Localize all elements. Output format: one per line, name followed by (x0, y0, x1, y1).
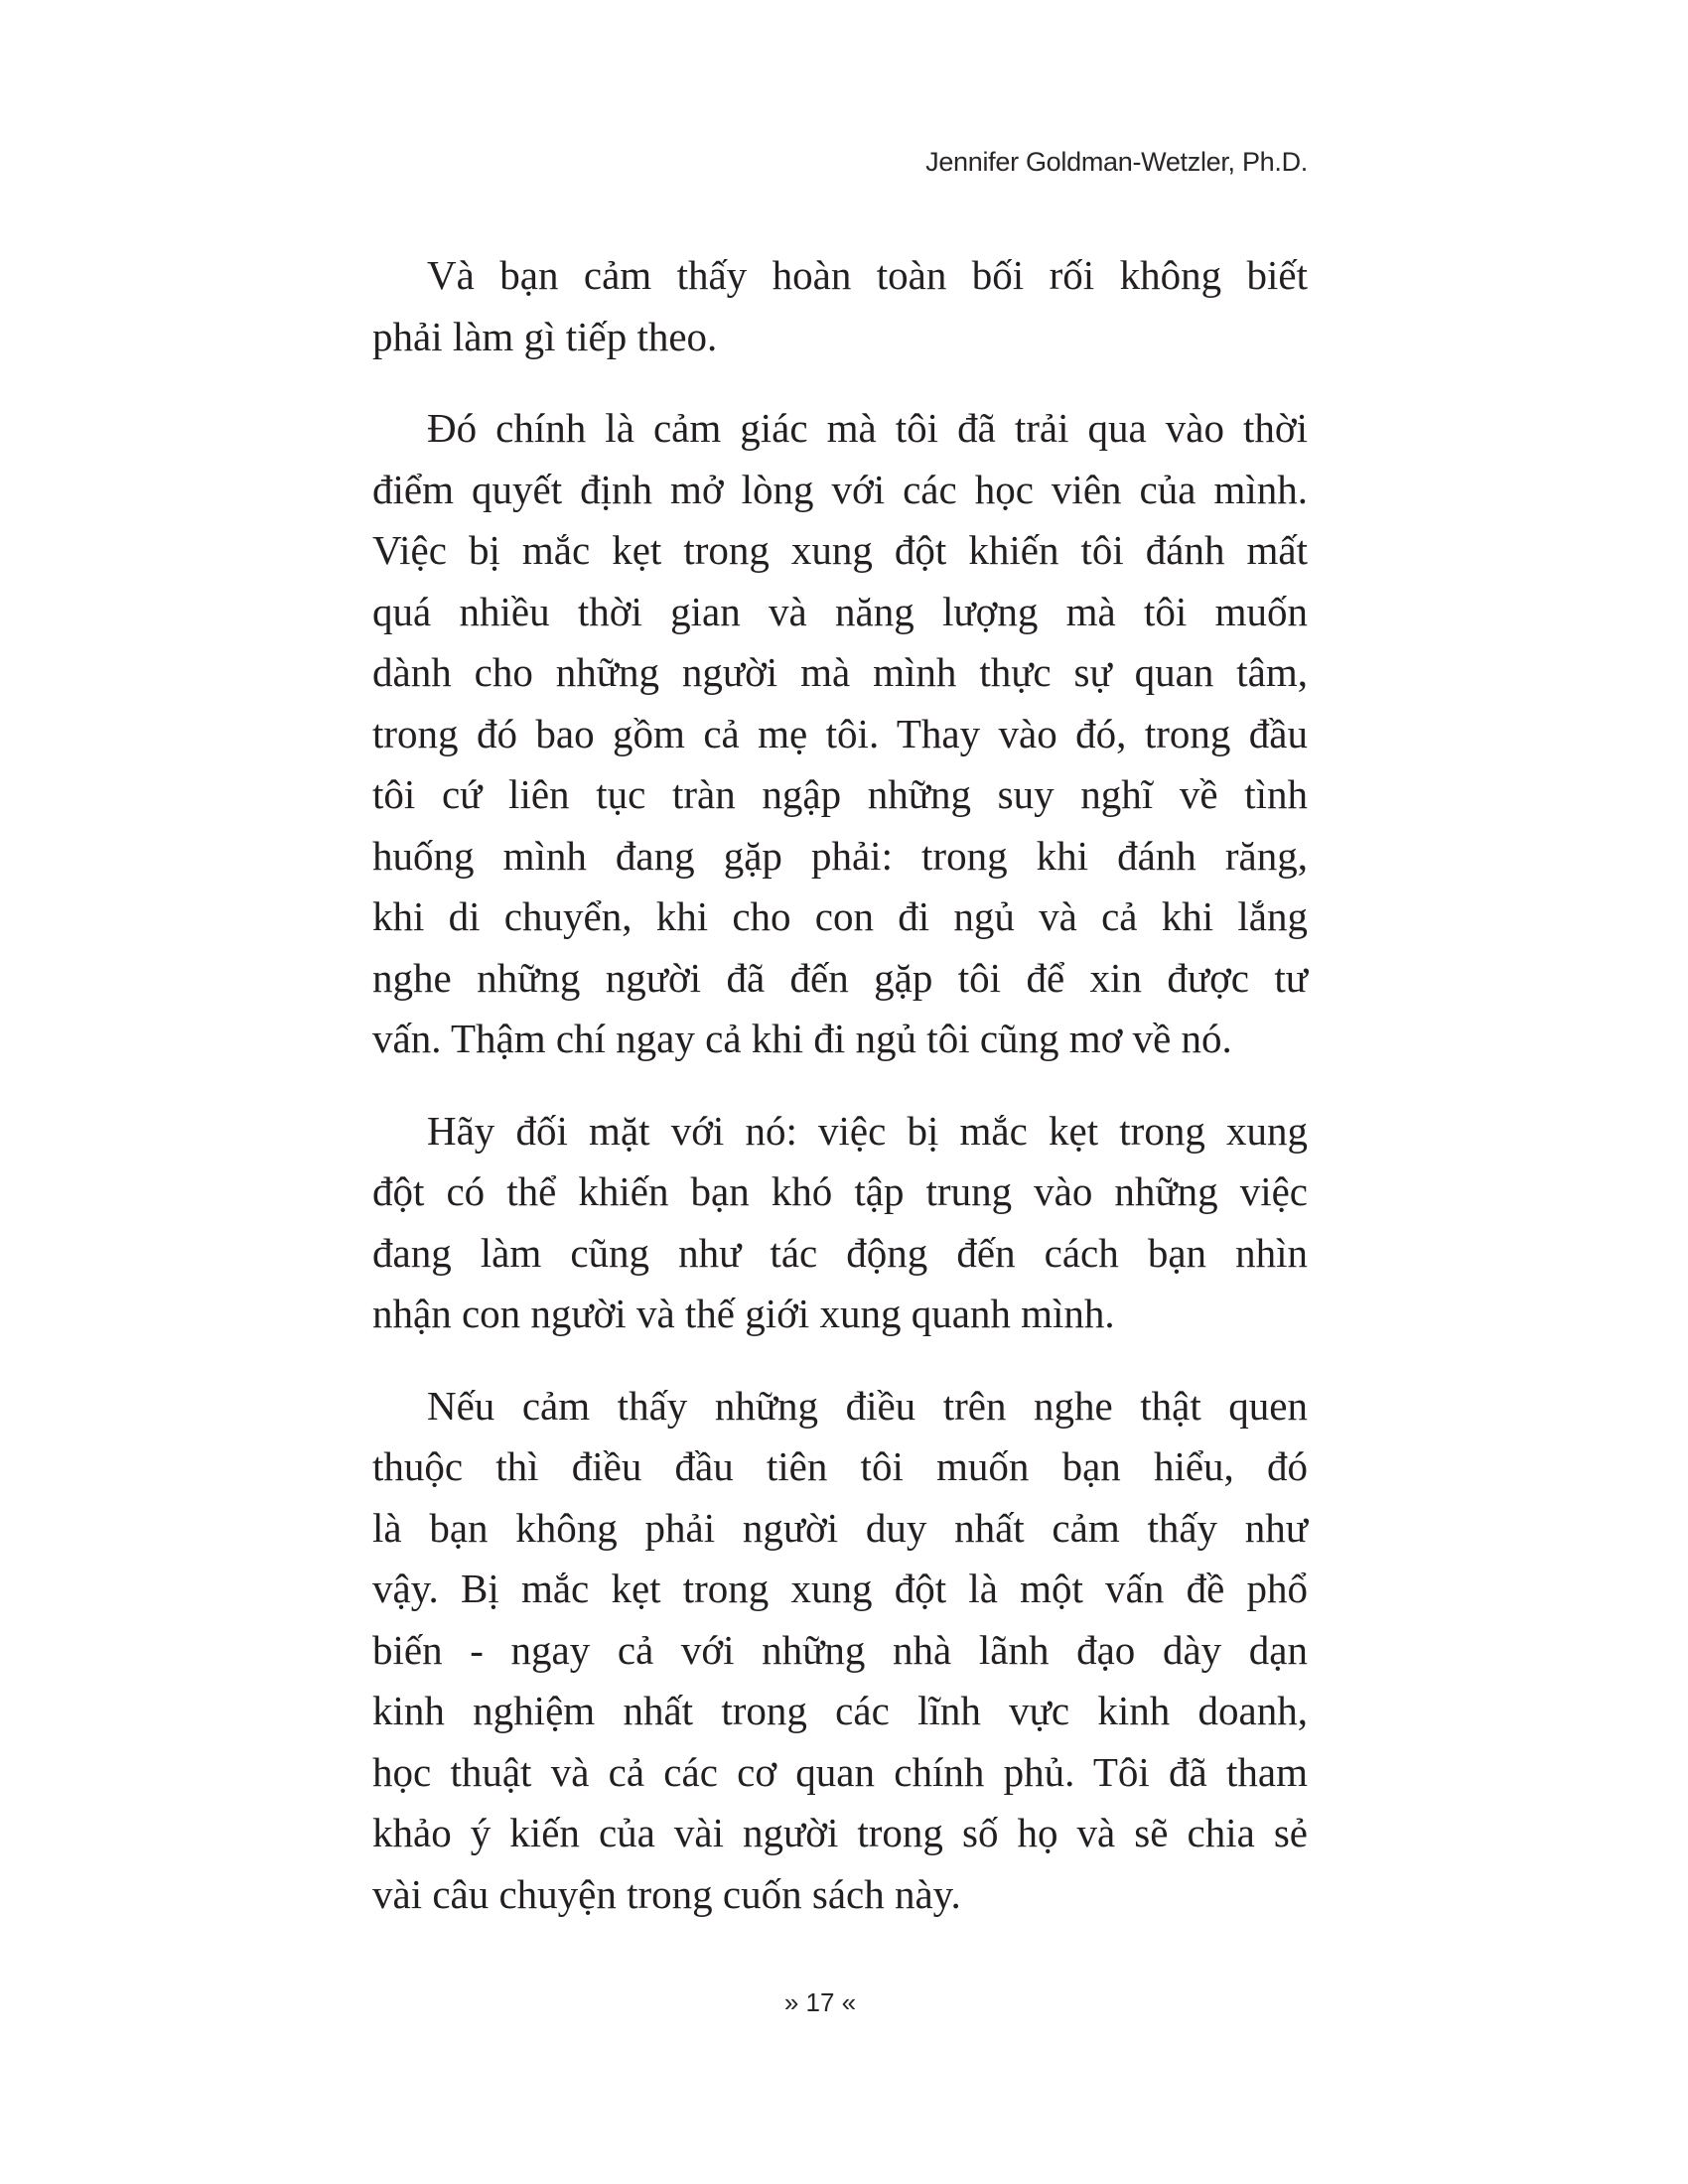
text-line: kinh nghiệm nhất trong các lĩnh vực kinh doanh, (372, 1688, 1308, 1733)
text-line: nhận con người và thế giới xung quanh mình. (372, 1291, 1115, 1336)
text-line: Và bạn cảm thấy hoàn toàn bối rối không biết (427, 252, 1308, 298)
text-line: điểm quyết định mở lòng với các học viên của mình. (372, 466, 1308, 512)
text-line: trong đó bao gồm cả mẹ tôi. Thay vào đó, trong đầu (372, 710, 1308, 756)
text-line: Nếu cảm thấy những điều trên nghe thật quen (427, 1382, 1308, 1429)
text-line: học thuật và cả các cơ quan chính phủ. Tôi đã tham (372, 1748, 1308, 1795)
paragraph (372, 398, 1308, 1070)
running-head: Jennifer Goldman-Wetzler, Ph.D. (925, 147, 1308, 177)
text-line: khảo ý kiến của vài người trong số họ và sẽ chia sẻ (372, 1810, 1308, 1855)
body-text (372, 245, 1308, 1956)
text-line: phải làm gì tiếp theo. (372, 313, 718, 359)
text-line: Hãy đối mặt với nó: việc bị mắc kẹt trong xung (427, 1107, 1308, 1154)
text-line: vài câu chuyện trong cuốn sách này. (372, 1870, 961, 1917)
text-line: đang làm cũng như tác động đến cách bạn nhìn (372, 1229, 1308, 1276)
paragraph (372, 1376, 1308, 1926)
text-line: khi di chuyển, khi cho con đi ngủ và cả khi lắng (372, 893, 1308, 939)
text-line: biến - ngay cả với những nhà lãnh đạo dày dạn (372, 1626, 1308, 1673)
text-line: đột có thể khiến bạn khó tập trung vào những việc (372, 1168, 1308, 1214)
text-line: quá nhiều thời gian và năng lượng mà tôi muốn (372, 588, 1308, 634)
text-line: huống mình đang gặp phải: trong khi đánh răng, (372, 832, 1308, 879)
text-line: Việc bị mắc kẹt trong xung đột khiến tôi đánh mất (372, 527, 1308, 573)
text-line: vấn. Thậm chí ngay cả khi đi ngủ tôi cũng mơ về nó. (372, 1016, 1232, 1061)
text-line: là bạn không phải người duy nhất cảm thấy như (372, 1504, 1308, 1551)
paragraph (372, 1101, 1308, 1345)
text-line: nghe những người đã đến gặp tôi để xin được tư (372, 954, 1308, 1001)
text-line: dành cho những người mà mình thực sự quan tâm, (372, 649, 1308, 695)
text-line: vậy. Bị mắc kẹt trong xung đột là một vấn đề phổ (372, 1566, 1308, 1611)
text-line: thuộc thì điều đầu tiên tôi muốn bạn hiểu, đó (372, 1443, 1308, 1489)
page-number: » 17 « (783, 1987, 857, 2017)
paragraph (372, 245, 1308, 367)
text-line: Đó chính là cảm giác mà tôi đã trải qua vào thời (427, 405, 1308, 451)
text-line: tôi cứ liên tục tràn ngập những suy nghĩ về tình (372, 771, 1308, 817)
